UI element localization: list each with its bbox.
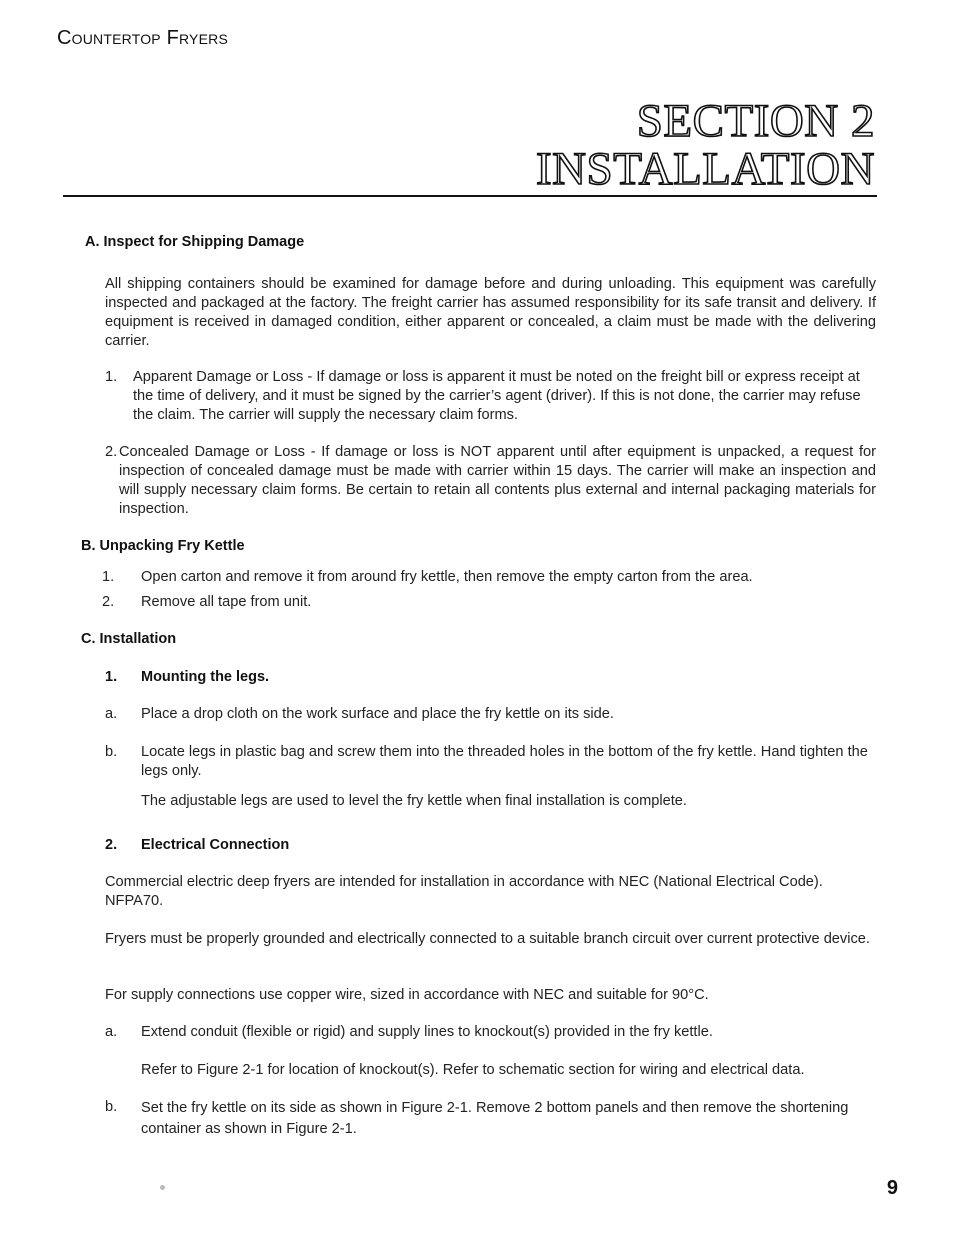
list-item-number: 2. — [105, 444, 118, 460]
paragraph: Fryers must be properly grounded and electrically connected to a suitable branch circuit over current protective device. — [105, 931, 870, 947]
list-item-number: 1. — [102, 569, 115, 585]
step-text: Extend conduit (flexible or rigid) and supply lines to knockout(s) provided in the fry kettle. — [141, 1024, 713, 1040]
subsection-title: Mounting the legs. — [141, 669, 270, 685]
step-note: The adjustable legs are used to level the fry kettle when final installation is complete. — [141, 793, 687, 809]
title-rule — [63, 195, 877, 197]
page-number: 9 — [886, 1177, 898, 1199]
section-c-heading: C. Installation — [81, 631, 177, 647]
paragraph: For supply connections use copper wire, sized in accordance with NEC and suitable for 90°C. — [105, 987, 709, 1003]
step-text: Locate legs in plastic bag and screw them into the threaded holes in the bottom of the fry kettle. Hand tighten the legs only. — [141, 744, 868, 779]
list-item-text: Concealed Damage or Loss - If damage or loss is NOT apparent until after equipment is unpacked, a request for inspection of concealed damage must be made with carrier within 15 days. The carrier will make an inspection and will supply necessary claim forms. Be certain to retain all contents plus external and internal packaging materials for inspection. — [119, 444, 876, 517]
list-item-number: 1. — [105, 369, 118, 385]
running-header: Countertop Fryers — [57, 27, 228, 49]
list-item-text: Apparent Damage or Loss - If damage or loss is apparent it must be noted on the freight bill or express receipt at the time of delivery, and it must be signed by the carrier’s agent (driver). If this is not done, the carrier may refuse the claim. The carrier will supply the necessary claim forms. — [133, 369, 861, 423]
section-name: INSTALLATION — [535, 143, 875, 195]
subsection-number: 2. — [105, 837, 118, 853]
footer-mark — [160, 1185, 165, 1190]
subsection-title: Electrical Connection — [141, 837, 290, 853]
step-letter: b. — [105, 1099, 118, 1115]
paragraph: Commercial electric deep fryers are intended for installation in accordance with NEC (National Electrical Code). NFPA70. — [105, 874, 823, 909]
list-item-text: Open carton and remove it from around fry kettle, then remove the empty carton from the area. — [141, 569, 753, 585]
step-letter: b. — [105, 744, 118, 760]
list-item-text: Remove all tape from unit. — [141, 594, 312, 610]
section-number: SECTION 2 — [636, 95, 875, 147]
step-text: Set the fry kettle on its side as shown in Figure 2-1. Remove 2 bottom panels and then remove the shortening container as shown in Figure 2-1. — [141, 1100, 849, 1137]
section-a-intro: All shipping containers should be examined for damage before and during unloading. This equipment was carefully inspected and packaged at the factory. The freight carrier has assumed responsibility for its safe transit and delivery. If equipment is received in damaged condition, either apparent or concealed, a claim must be made with the delivering carrier. — [105, 276, 876, 349]
step-letter: a. — [105, 706, 118, 722]
section-title — [536, 97, 875, 193]
step-note: Refer to Figure 2-1 for location of knockout(s). Refer to schematic section for wiring and electrical data. — [141, 1062, 805, 1078]
step-letter: a. — [105, 1024, 118, 1040]
step-text: Place a drop cloth on the work surface and place the fry kettle on its side. — [141, 706, 614, 722]
subsection-number: 1. — [105, 669, 118, 685]
list-item-number: 2. — [102, 594, 115, 610]
section-a-heading: A. Inspect for Shipping Damage — [85, 234, 305, 250]
section-b-heading: B. Unpacking Fry Kettle — [81, 538, 245, 554]
